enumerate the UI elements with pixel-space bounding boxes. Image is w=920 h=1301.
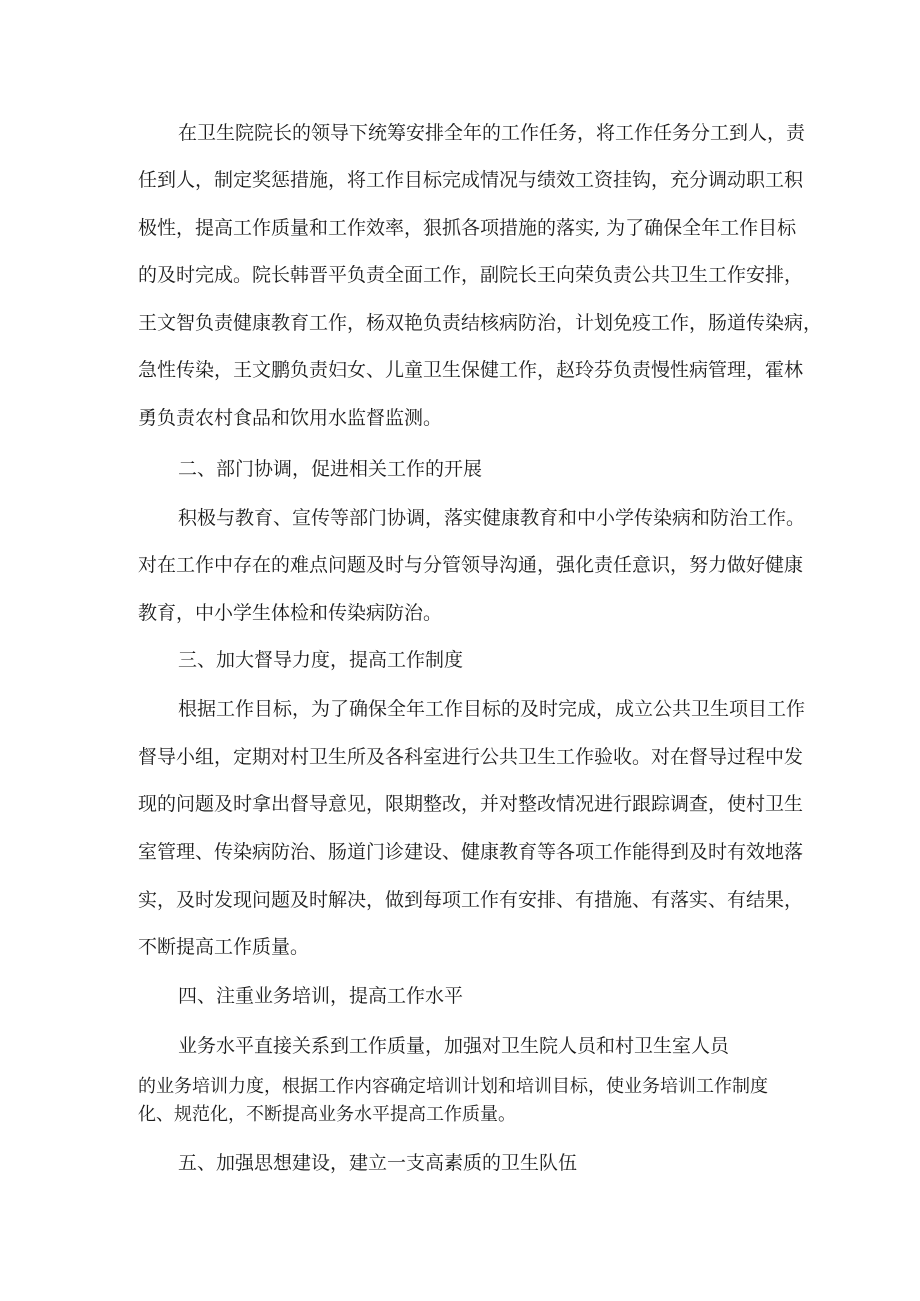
section-heading-2: 二、部门协调，促进相关工作的开展 [178,458,483,480]
paragraph-3-line-6: 不断提高工作质量。 [138,936,310,958]
paragraph-2-line-3: 教育，中小学生体检和传染病防治。 [138,602,443,624]
paragraph-1-line-4: 的及时完成。院长韩晋平负责全面工作，副院长王向荣负责公共卫生工作安排， [138,264,804,286]
paragraph-1-line-2: 任到人，制定奖惩措施，将工作目标完成情况与绩效工资挂钩，充分调动职工积 [138,169,804,191]
section-heading-4: 四、注重业务培训，提高工作水平 [178,985,464,1007]
paragraph-4-line-2: 的业务培训力度，根据工作内容确定培训计划和培训目标，使业务培训工作制度 [138,1076,768,1097]
section-heading-5: 五、加强思想建设，建立一支高素质的卫生队伍 [178,1152,578,1174]
paragraph-3-line-5: 实，及时发现问题及时解决，做到每项工作有安排、有措施、有落实、有结果， [138,889,804,911]
paragraph-3-line-3: 现的问题及时拿出督导意见，限期整改，并对整改情况进行跟踪调查，使村卫生 [138,793,804,815]
paragraph-1-line-1: 在卫生院院长的领导下统筹安排全年的工作任务，将工作任务分工到人，责 [178,122,806,144]
paragraph-3-line-4: 室管理、传染病防治、肠道门诊建设、健康教育等各项工作能得到及时有效地落 [138,841,804,863]
paragraph-1-line-5: 王文智负责健康教育工作，杨双艳负责结核病防治，计划免疫工作，肠道传染病， [138,312,823,334]
paragraph-3-line-2: 督导小组，定期对村卫生所及各科室进行公共卫生工作验收。对在督导过程中发 [138,746,804,768]
paragraph-1-line-7: 勇负责农村食品和饮用水监督监测。 [138,407,443,429]
section-heading-3: 三、加大督导力度，提高工作制度 [178,649,464,671]
paragraph-2-line-1: 积极与教育、宣传等部门协调，落实健康教育和中小学传染病和防治工作。 [178,507,806,529]
paragraph-3-line-1: 根据工作目标，为了确保全年工作目标的及时完成，成立公共卫生项目工作 [178,698,806,720]
paragraph-4-line-3: 化、规范化，不断提高业务水平提高工作质量。 [138,1104,516,1125]
paragraph-1-line-3: 极性，提高工作质量和工作效率，狠抓各项措施的落实, 为了确保全年工作目标 [138,217,797,239]
paragraph-1-line-6: 急性传染，王文鹏负责妇女、儿童卫生保健工作，赵玲芬负责慢性病管理，霍林 [138,359,804,381]
paragraph-4-line-1: 业务水平直接关系到工作质量，加强对卫生院人员和村卫生室人员 [178,1035,730,1057]
paragraph-2-line-2: 对在工作中存在的难点问题及时与分管领导沟通，强化责任意识，努力做好健康 [138,554,804,576]
